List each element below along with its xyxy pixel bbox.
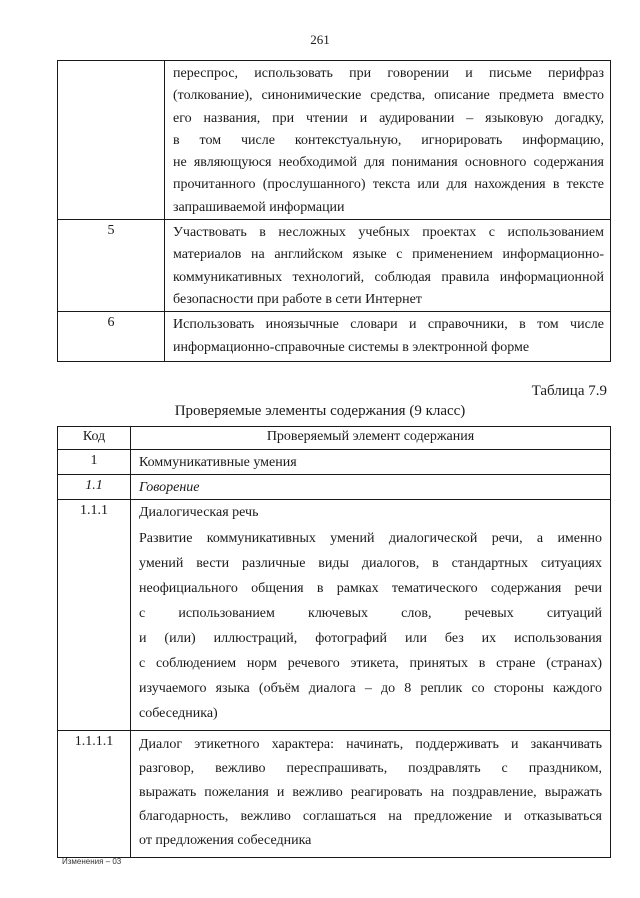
text-line: с соблюдением норм речевого этикета, принятых в стране (странах) (139, 656, 602, 671)
text-line: собеседника) (139, 706, 218, 721)
text-line: разговор, вежливо переспрашивать, поздравлять с праздником, (139, 761, 602, 776)
text-line: Участвовать в несложных учебных проектах с использованием (173, 225, 604, 241)
text-line: умений вести различные виды диалогов, в стандартных ситуациях (139, 556, 602, 571)
text-line: благодарность, вежливо соглашаться на предложение и отказываться (139, 809, 602, 824)
row-code: 1.1.1.1 (58, 731, 131, 858)
text-line: запрашиваемой информации (173, 199, 345, 215)
continuation-table (57, 60, 611, 362)
text-line: Использовать иноязычные словари и справочники, в том числе (173, 317, 604, 333)
table-row (58, 450, 611, 475)
text-line: не являющуюся необходимой для понимания основного содержания (173, 155, 604, 171)
table-row (58, 312, 611, 362)
text-line: от предложения собеседника (139, 833, 312, 848)
page-number: 261 (310, 32, 330, 47)
table-row (58, 220, 611, 312)
row-body (139, 526, 602, 726)
row-text (165, 312, 611, 362)
row-code: 5 (58, 220, 165, 312)
text-line: Диалог этикетного характера: начинать, поддерживать и заканчивать (139, 737, 602, 752)
row-heading: Диалогическая речь (139, 505, 259, 520)
text-line: Развитие коммуникативных умений диалогической речи, а именно (139, 531, 602, 546)
row-body (139, 733, 602, 853)
footer-revision: Изменения – 03 (62, 857, 122, 866)
row-heading: Коммуникативные умения (131, 450, 611, 475)
text-line: выражать пожелания и вежливо реагировать на поздравление, выражать (139, 785, 602, 800)
text-line: информационно-справочные системы в электронной форме (173, 339, 530, 355)
text-line: его названия, при чтении и аудировании – языковую догадку, (173, 110, 604, 126)
row-heading: Говорение (131, 475, 611, 500)
header-element: Проверяемый элемент содержания (131, 427, 611, 450)
text-line: безопасности при работе в сети Интернет (173, 291, 422, 307)
table-header-row (58, 427, 611, 450)
row-code: 6 (58, 312, 165, 362)
row-code (58, 61, 165, 220)
text-line: переспрос, использовать при говорении и письме перифраз (173, 66, 604, 81)
row-code: 1 (58, 450, 131, 475)
row-text (165, 220, 611, 312)
table-label: Таблица 7.9 (531, 383, 607, 399)
row-text (165, 61, 611, 220)
text-line: прочитанного (прослушанного) текста или для нахождения в тексте (173, 177, 604, 193)
row-code: 1.1.1 (58, 500, 131, 731)
row-code: 1.1 (58, 475, 131, 500)
table-row (58, 475, 611, 500)
row-text (131, 731, 611, 858)
header-code: Код (58, 427, 131, 450)
text-line: изучаемого языка (объём диалога – до 8 реплик со стороны каждого (139, 681, 602, 696)
text-line: неофициального общения в рамках тематического содержания речи (139, 581, 602, 596)
text-line: в том числе контекстуальную, игнорировать информацию, (173, 132, 604, 148)
text-line: (толкование), синонимические средства, описание предмета вместо (173, 88, 604, 104)
content-elements-table (57, 426, 611, 858)
text-line: материалов на английском языке с применением информационно- (173, 247, 604, 263)
table-row (58, 731, 611, 858)
table-row (58, 500, 611, 731)
text-line: и (или) иллюстраций, фотографий или без их использования (139, 631, 602, 646)
table-caption: Проверяемые элементы содержания (9 класс) (174, 403, 466, 419)
text-line: коммуникативных технологий, соблюдая правила информационной (173, 269, 604, 285)
table-row (58, 61, 611, 220)
text-line: с использованием ключевых слов, речевых ситуаций (139, 606, 602, 621)
row-text (131, 500, 611, 731)
